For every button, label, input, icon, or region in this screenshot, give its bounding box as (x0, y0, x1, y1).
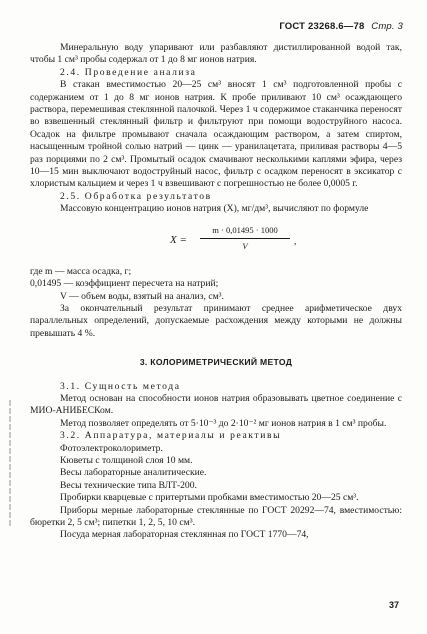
formula (30, 222, 402, 262)
subsection-title: 2.4. Проведение анализа (60, 66, 197, 78)
list-item: Приборы мерные лабораторные стеклянные по ГОСТ 20292—74, вместимостью: бюретки 2, 5 см³; пипетки 1, 2, 5, 10 см³. (30, 504, 402, 528)
legend-line: V — объем воды, взятый на анализ, см³. (60, 290, 224, 302)
document-body (30, 42, 402, 542)
page-header (279, 21, 403, 32)
section-title: 3. КОЛОРИМЕТРИЧЕСКИЙ МЕТОД (139, 357, 293, 368)
list-item: Фотоэлектроколориметр. (60, 442, 163, 454)
formula-lhs: X = (170, 233, 187, 246)
formula-fraction (200, 224, 290, 253)
paragraph: Минеральную воду упаривают или разбавляют дистиллированной водой так, чтобы 1 см³ пробы содержал от 1 до 8 мг ионов натрия. (30, 42, 402, 66)
paragraph: Метод основан на способности ионов натрия образовывать цветное соединение с МИО-АНИБЕСКом. (30, 392, 402, 417)
formula-numerator: m · 0,01495 · 1000 (200, 224, 290, 239)
list-item: Весы лабораторные аналитические. (60, 467, 207, 479)
paragraph: В стакан вместимостью 20—25 см³ вносят 1 см³ подготовленной пробы с содержанием от 1 до 8 мг ионов натрия. К пробе приливают 10 см³ осаждающего раствора, перемешивая стеклянной палочкой. Через 1 ч содержимое стаканчика переносят во взвешенный стеклянный фильтр и фильтруют при помощи водоструйного насоса. Осадок на фильтре промывают сначала осаждающим раствором, а затем спиртом, насыщенным тройной солью натрий — цинк — уранилацетата, приливая растворы 4—5 раз порциями по 2 см³. Промытый осадок смачивают несколькими каплями эфира, через 10—15 мин выключают водоструйный насос, фильтр с осадком переносят в эксикатор с хлористым кальцием и через 1 ч взвешивают с погрешностью не более 0,0005 г. (30, 79, 402, 190)
list-item: Кюветы с толщиной слоя 10 мм. (60, 454, 193, 466)
list-item: Пробирки кварцевые с притертыми пробками вместимостью 20—25 см³. (60, 492, 359, 504)
standard-number: ГОСТ 23268.6—78 (279, 21, 365, 32)
subsection-title: 2.5. Обработка результатов (60, 190, 212, 202)
subsection-title: 3.2. Аппаратура, материалы и реактивы (60, 430, 282, 442)
scan-margin-mark (6, 400, 14, 620)
formula-denominator: V (242, 241, 248, 252)
subsection-title: 3.1. Сущность метода (60, 380, 181, 392)
paragraph: Метод позволяет определять от 5·10⁻³ до 2·10⁻² мг ионов натрия в 1 см³ пробы. (60, 417, 387, 429)
page-number: 37 (388, 600, 399, 610)
paragraph: Массовую концентрацию ионов натрия (X), мг/дм³, вычисляют по формуле (60, 203, 369, 215)
list-item: Посуда мерная лабораторная стеклянная по ГОСТ 1770—74, (60, 529, 309, 541)
paragraph: За окончательный результат принимают среднее арифметическое двух параллельных определений, допускаемые расхождения между которыми не должны превышать 4 %. (30, 302, 402, 339)
page-label: Стр. 3 (371, 21, 403, 32)
legend-line: где m — масса осадка, г; (30, 265, 132, 277)
list-item: Весы технические типа ВЛТ-200. (60, 479, 197, 491)
legend-line: 0,01495 — коэффициент пересчета на натрий; (30, 278, 219, 290)
formula-comma: , (294, 235, 297, 247)
